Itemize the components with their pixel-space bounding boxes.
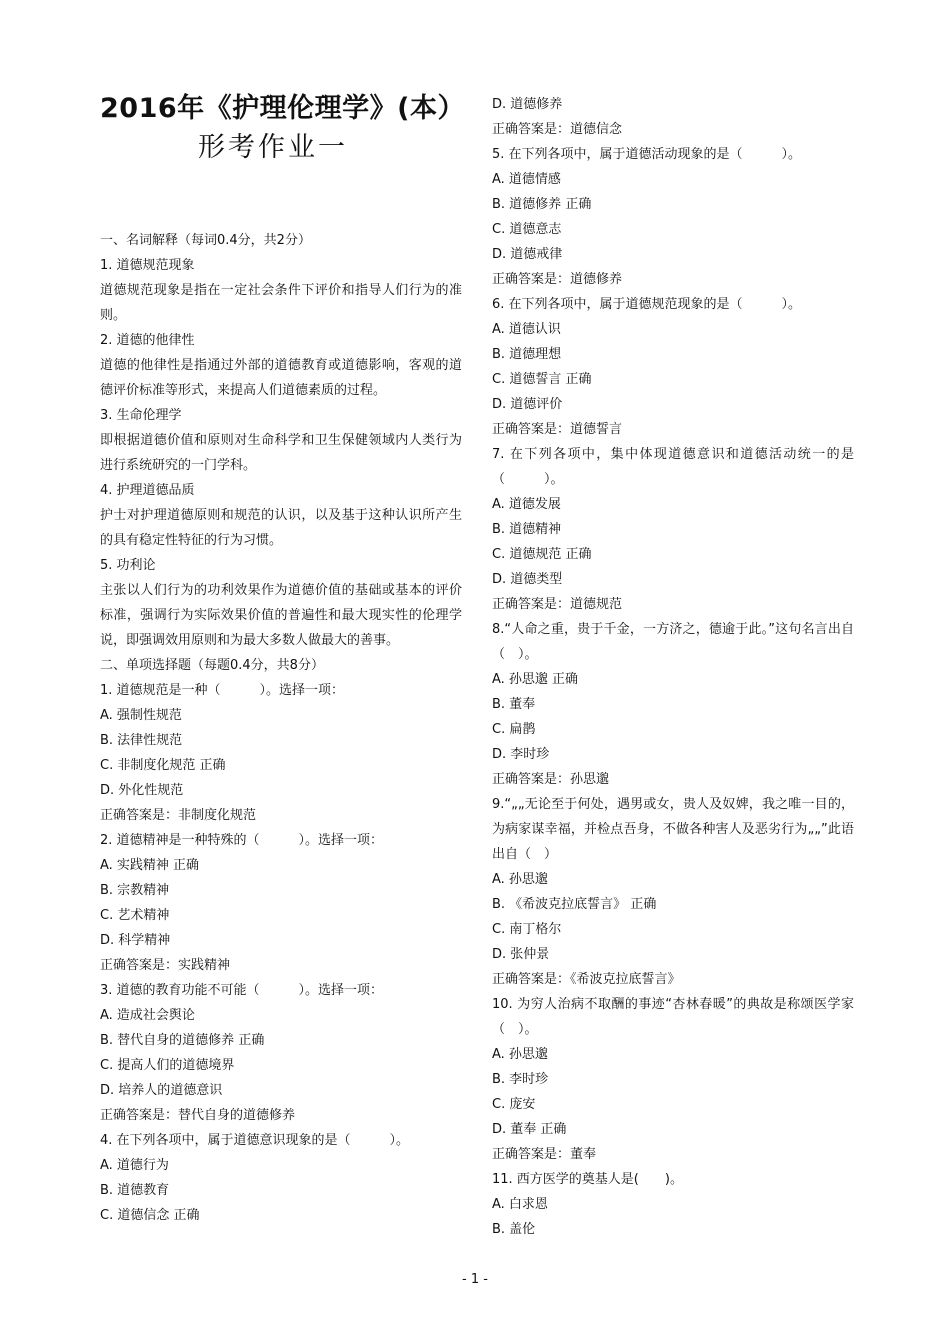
text-line: D. 张仲景 (492, 947, 550, 962)
text-line: B. 盖伦 (492, 1222, 536, 1237)
text-line: A. 强制性规范 (100, 708, 182, 723)
text-line: B. 道德精神 (492, 522, 562, 537)
text-line: C. 非制度化规范 正确 (100, 758, 226, 773)
text-line: 护士对护理道德原则和规范的认识，以及基于这种认识所产生的具有稳定性特征的行为习惯。 (100, 508, 462, 548)
text-line: 2. 道德精神是一种特殊的（ ）。选择一项： (100, 833, 384, 848)
text-line: A. 孙思邈 (492, 1047, 548, 1062)
right-column (492, 92, 854, 1242)
text-line: B. 道德教育 (100, 1183, 170, 1198)
text-line: 正确答案是：《希波克拉底誓言》 (492, 972, 681, 987)
text-line: C. 道德誓言 正确 (492, 372, 592, 387)
text-line: 正确答案是：董奉 (492, 1147, 597, 1162)
text-line: A. 孙思邈 (492, 872, 548, 887)
text-line: 正确答案是：孙思邈 (492, 772, 610, 787)
text-line: 道德的他律性是指通过外部的道德教育或道德影响，客观的道德评价标准等形式，来提高人们道德素质的过程。 (100, 358, 462, 398)
text-line: 1. 道德规范现象 (100, 258, 195, 273)
text-line: A. 道德行为 (100, 1158, 169, 1173)
text-line: 二、单项选择题（每题0.4分，共8分） (100, 658, 324, 673)
text-line: 5. 在下列各项中，属于道德活动现象的是（ ）。 (492, 147, 802, 162)
text-line: C. 庞安 (492, 1097, 536, 1112)
text-line: 4. 在下列各项中，属于道德意识现象的是（ ）。 (100, 1133, 410, 1148)
right-body (492, 92, 854, 1242)
text-line: 9.“„„无论至于何处，遇男或女，贵人及奴婢，我之唯一目的，为病家谋幸福，并检点吾身，不做各种害人及恶劣行为„„”此语出自（ ） (492, 797, 854, 862)
text-line: B. 李时珍 (492, 1072, 549, 1087)
text-line: 即根据道德价值和原则对生命科学和卫生保健领域内人类行为进行系统研究的一门学科。 (100, 433, 462, 473)
text-line: 10. 为穷人治病不取酬的事迹“杏林春暖”的典故是称颂医学家（ ）。 (492, 997, 854, 1037)
text-line: D. 科学精神 (100, 933, 171, 948)
text-line: D. 道德戒律 (492, 247, 563, 262)
text-line: D. 培养人的道德意识 (100, 1083, 223, 1098)
text-line: B. 董奉 (492, 697, 536, 712)
text-line: D. 道德修养 (492, 97, 563, 112)
text-line: 正确答案是：道德信念 (492, 122, 623, 137)
text-line: 7. 在下列各项中，集中体现道德意识和道德活动统一的是（ ）。 (492, 447, 854, 487)
text-line: 正确答案是：非制度化规范 (100, 808, 257, 823)
text-line: 11. 西方医学的奠基人是( )。 (492, 1172, 683, 1187)
left-column (100, 92, 465, 1228)
text-line: C. 道德信念 正确 (100, 1208, 200, 1223)
text-line: 正确答案是：道德修养 (492, 272, 623, 287)
text-line: D. 道德类型 (492, 572, 563, 587)
text-line: C. 道德意志 (492, 222, 562, 237)
document-title-line1: 2016年《护理伦理学》(本） (100, 93, 465, 124)
text-line: B. 宗教精神 (100, 883, 170, 898)
text-line: D. 外化性规范 (100, 783, 184, 798)
text-line: A. 实践精神 正确 (100, 858, 200, 873)
text-line: C. 道德规范 正确 (492, 547, 592, 562)
text-line: 4. 护理道德品质 (100, 483, 195, 498)
text-line: A. 白求恩 (492, 1197, 548, 1212)
text-line: 正确答案是：道德誓言 (492, 422, 623, 437)
text-line: 正确答案是：实践精神 (100, 958, 231, 973)
text-line: B. 法律性规范 (100, 733, 183, 748)
text-line: 正确答案是：道德规范 (492, 597, 623, 612)
text-line: 8.“人命之重，贵于千金，一方济之，德逾于此。”这句名言出自（ ）。 (492, 622, 854, 662)
text-line: C. 提高人们的道德境界 (100, 1058, 235, 1073)
text-line: C. 扁鹊 (492, 722, 536, 737)
text-line: 5. 功利论 (100, 558, 156, 573)
title-spacer (100, 170, 462, 228)
text-line: 2. 道德的他律性 (100, 333, 195, 348)
left-body (100, 228, 462, 1228)
text-line: A. 道德情感 (492, 172, 561, 187)
text-line: 3. 道德的教育功能不可能（ ）。选择一项： (100, 983, 384, 998)
text-line: B. 替代自身的道德修养 正确 (100, 1033, 265, 1048)
text-line: D. 道德评价 (492, 397, 563, 412)
text-line: B. 《希波克拉底誓言》 正确 (492, 897, 657, 912)
text-line: B. 道德理想 (492, 347, 562, 362)
text-line: D. 董奉 正确 (492, 1122, 567, 1137)
text-line: 道德规范现象是指在一定社会条件下评价和指导人们行为的准则。 (100, 283, 462, 323)
text-line: 3. 生命伦理学 (100, 408, 182, 423)
text-line: 6. 在下列各项中，属于道德规范现象的是（ ）。 (492, 297, 802, 312)
text-line: D. 李时珍 (492, 747, 550, 762)
text-line: A. 孙思邈 正确 (492, 672, 579, 687)
page-number: - 1 - (462, 1272, 488, 1287)
text-line: 正确答案是：替代自身的道德修养 (100, 1108, 296, 1123)
text-line: 1. 道德规范是一种（ ）。选择一项： (100, 683, 345, 698)
text-line: 一、名词解释（每词0.4分，共2分） (100, 233, 311, 248)
text-line: C. 南丁格尔 (492, 922, 562, 937)
text-line: 主张以人们行为的功利效果作为道德价值的基础或基本的评价标准，强调行为实际效果价值的普遍性和最大现实性的伦理学说，即强调效用原则和为最大多数人做最大的善事。 (100, 583, 462, 648)
text-line: A. 道德发展 (492, 497, 561, 512)
text-line: A. 造成社会舆论 (100, 1008, 195, 1023)
text-line: A. 道德认识 (492, 322, 561, 337)
text-line: B. 道德修养 正确 (492, 197, 592, 212)
text-line: C. 艺术精神 (100, 908, 170, 923)
document-title-line2: 形考作业一 (198, 132, 348, 163)
